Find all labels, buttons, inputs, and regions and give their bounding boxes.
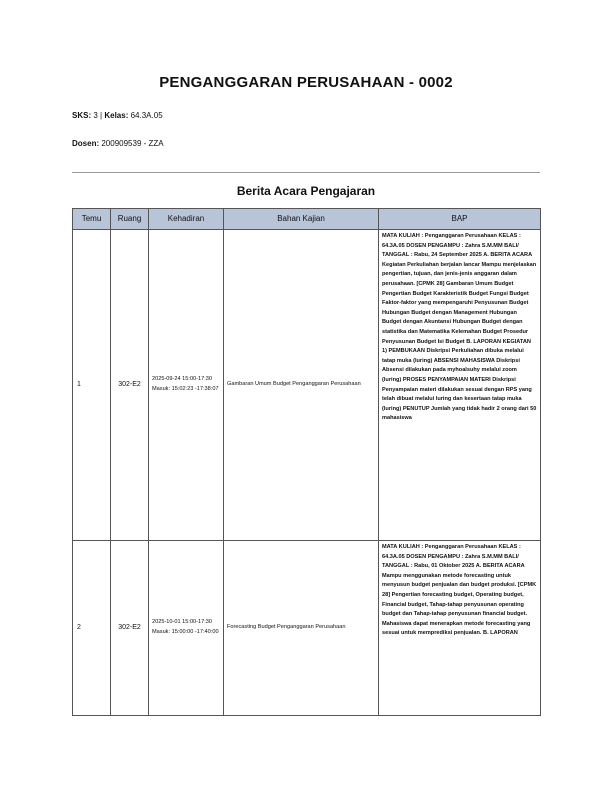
- table-row: [73, 230, 541, 541]
- cell-temu: 1: [73, 230, 111, 541]
- dosen-label: Dosen:: [72, 139, 100, 148]
- cell-kehadiran: 2025-09-24 15:00-17:30 Masuk: 15:02:23 -17:38:07: [149, 230, 224, 541]
- page-title: PENGANGGARAN PERUSAHAAN - 0002: [159, 74, 453, 91]
- cell-ruang: 302-E2: [111, 230, 149, 541]
- cell-bahan-kajian: Forecasting Budget Penganggaran Perusahaan: [224, 541, 379, 716]
- table-header-row: [73, 209, 541, 230]
- cell-ruang: 302-E2: [111, 541, 149, 716]
- cell-bahan-kajian: Gambaran Umum Budget Penganggaran Perusahaan: [224, 230, 379, 541]
- column-header-bap: BAP: [379, 209, 541, 230]
- meta-separator: |: [100, 111, 103, 120]
- table-row: [73, 541, 541, 716]
- cell-bap: MATA KULIAH : Penganggaran Perusahaan KELAS : 64.3A.05 DOSEN PENGAMPU : Zahra S.M.MM BALI/ TANGGAL : Rabu, 24 September 2025 A. BERITA ACARA Kegiatan Perkuliahan berjalan lancar Mampu menjelaskan pengertian, tujuan, dan jenis-jenis anggaran dalam perusahaan. [CPMK 28] Gambaran Umum Budget Pengertian Budget Karakteristik Budget Fungsi Budget Faktor-faktor yang mempengaruhi Penyusunan Budget Hubungan Budget dengan Management Hubungan Budget dengan Akuntansi Hubungan Budget dengan statistika dan Matematika Kelemahan Budget Prosedur Penyusunan Budget Isi Budget B. LAPORAN KEGIATAN 1) PEMBUKAAN Diskripsi Perkuliahan dibuka melalui tatap muka (luring) ABSENSI MAHASISWA Diskripsi Absensi dilakukan pada myhoalsuhy melalui zoom (luring) PROSES PENYAMPAIAN MATERI Diskripsi Penyampaian materi dilakukan sesuai dengan RPS yang telah dibuat melalui luring dan kesertaan tatap muka (luring) PENUTUP Jumlah yang tidak hadir 2 orang dari 50 mahasiswa: [379, 230, 541, 541]
- bap-table: [72, 208, 541, 716]
- cell-temu: 2: [73, 541, 111, 716]
- cell-kehadiran: 2025-10-01 15:00-17:30 Masuk: 15:00:00 -17:40:00: [149, 541, 224, 716]
- course-meta: [72, 111, 163, 120]
- kelas-value: 64.3A.05: [130, 111, 163, 120]
- sks-label: SKS:: [72, 111, 92, 120]
- column-header-kehadiran: Kehadiran: [149, 209, 224, 230]
- divider: [72, 172, 540, 173]
- cell-bap: MATA KULIAH : Penganggaran Perusahaan KELAS : 64.3A.05 DOSEN PENGAMPU : Zahra S.M.MM BALI/ TANGGAL : Rabu, 01 Oktober 2025 A. BERITA ACARA Mampu menggunakan metode forecasting untuk menyusun budget penjualan dan budget produksi. [CPMK 28] Pengertian forecasting budget, Operating budget, Financial budget, Tahap-tahap penyusunan operating budget dan Tahap-tahap penyusunan financial budget. Mahasiswa dapat menerapkan metode forecasting yang sesuai untuk memprediksi penjualan. B. LAPORAN: [379, 541, 541, 716]
- dosen-value: 200909539 - ZZA: [101, 139, 164, 148]
- section-title: Berita Acara Pengajaran: [236, 184, 376, 198]
- column-header-ruang: Ruang: [111, 209, 149, 230]
- kelas-label: Kelas:: [104, 111, 129, 120]
- column-header-bahan-kajian: Bahan Kajian: [224, 209, 379, 230]
- column-header-temu: Temu: [73, 209, 111, 230]
- sks-value: 3: [93, 111, 98, 120]
- lecturer-meta: [72, 139, 164, 148]
